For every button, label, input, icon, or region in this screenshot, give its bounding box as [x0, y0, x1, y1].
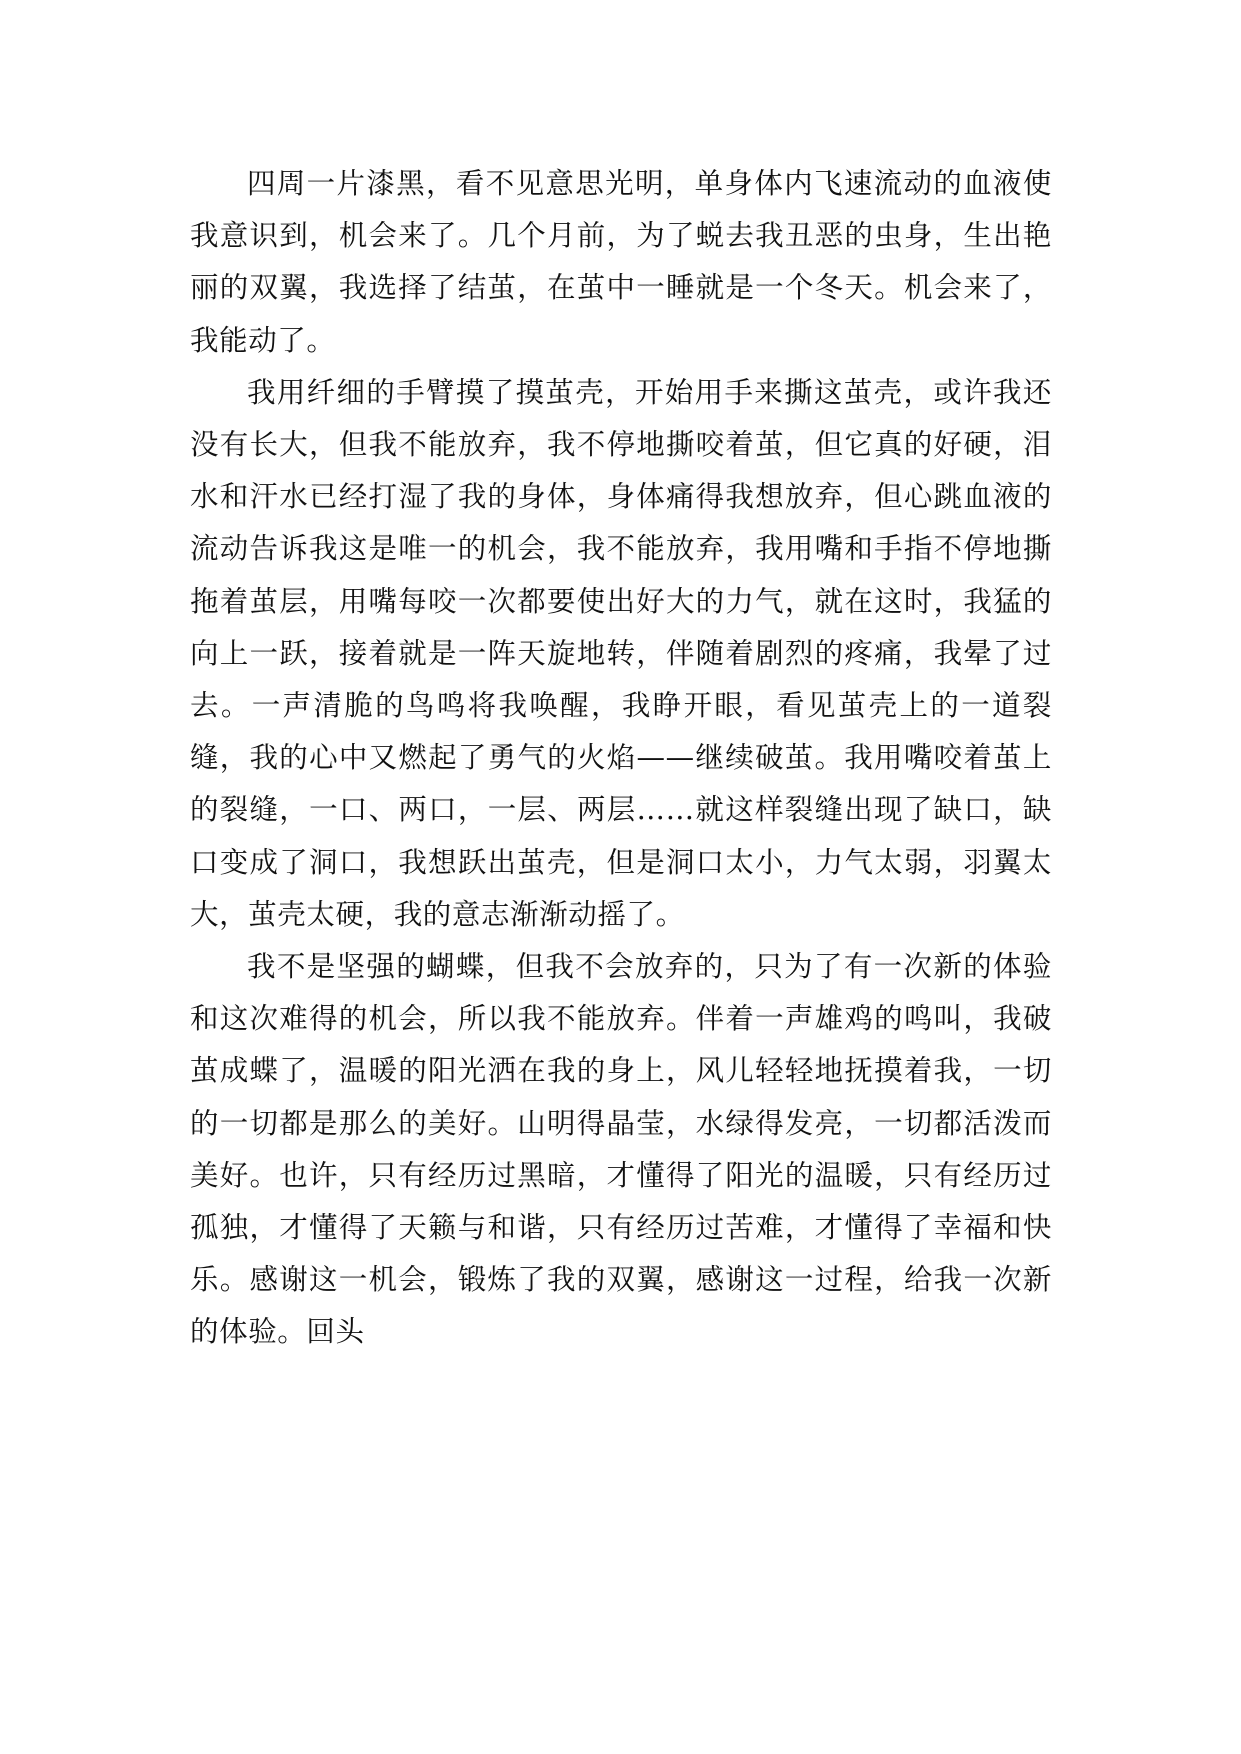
paragraph-2: 我用纤细的手臂摸了摸茧壳，开始用手来撕这茧壳，或许我还没有长大，但我不能放弃，我不停地撕咬着茧，但它真的好硬，泪水和汗水已经打湿了我的身体，身体痛得我想放弃，但心跳血液的流动告诉我这是唯一的机会，我不能放弃，我用嘴和手指不停地撕拖着茧层，用嘴每咬一次都要使出好大的力气，就在这时，我猛的向上一跃，接着就是一阵天旋地转，伴随着剧烈的疼痛，我晕了过去。一声清脆的鸟鸣将我唤醒，我睁开眼，看见茧壳上的一道裂缝，我的心中又燃起了勇气的火焰——继续破茧。我用嘴咬着茧上的裂缝，一口、两口，一层、两层……就这样裂缝出现了缺口，缺口变成了洞口，我想跃出茧壳，但是洞口太小，力气太弱，羽翼太大，茧壳太硬，我的意志渐渐动摇了。	[190, 375, 1052, 931]
paragraph-1: 四周一片漆黑，看不见意思光明，单身体内飞速流动的血液使我意识到，机会来了。几个月前，为了蜕去我丑恶的虫身，生出艳丽的双翼，我选择了结茧，在茧中一睡就是一个冬天。机会来了，我能动了。	[190, 167, 1052, 357]
paragraph-3: 我不是坚强的蝴蝶，但我不会放弃的，只为了有一次新的体验和这次难得的机会，所以我不能放弃。伴着一声雄鸡的鸣叫，我破茧成蝶了，温暖的阳光洒在我的身上，风儿轻轻地抚摸着我，一切的一切都是那么的美好。山明得晶莹，水绿得发亮，一切都活泼而美好。也许，只有经历过黑暗，才懂得了阳光的温暖，只有经历过孤独，才懂得了天籁与和谐，只有经历过苦难，才懂得了幸福和快乐。感谢这一机会，锻炼了我的双翼，感谢这一过程，给我一次新的体验。回头	[190, 950, 1052, 1349]
document-body	[190, 158, 1052, 1359]
